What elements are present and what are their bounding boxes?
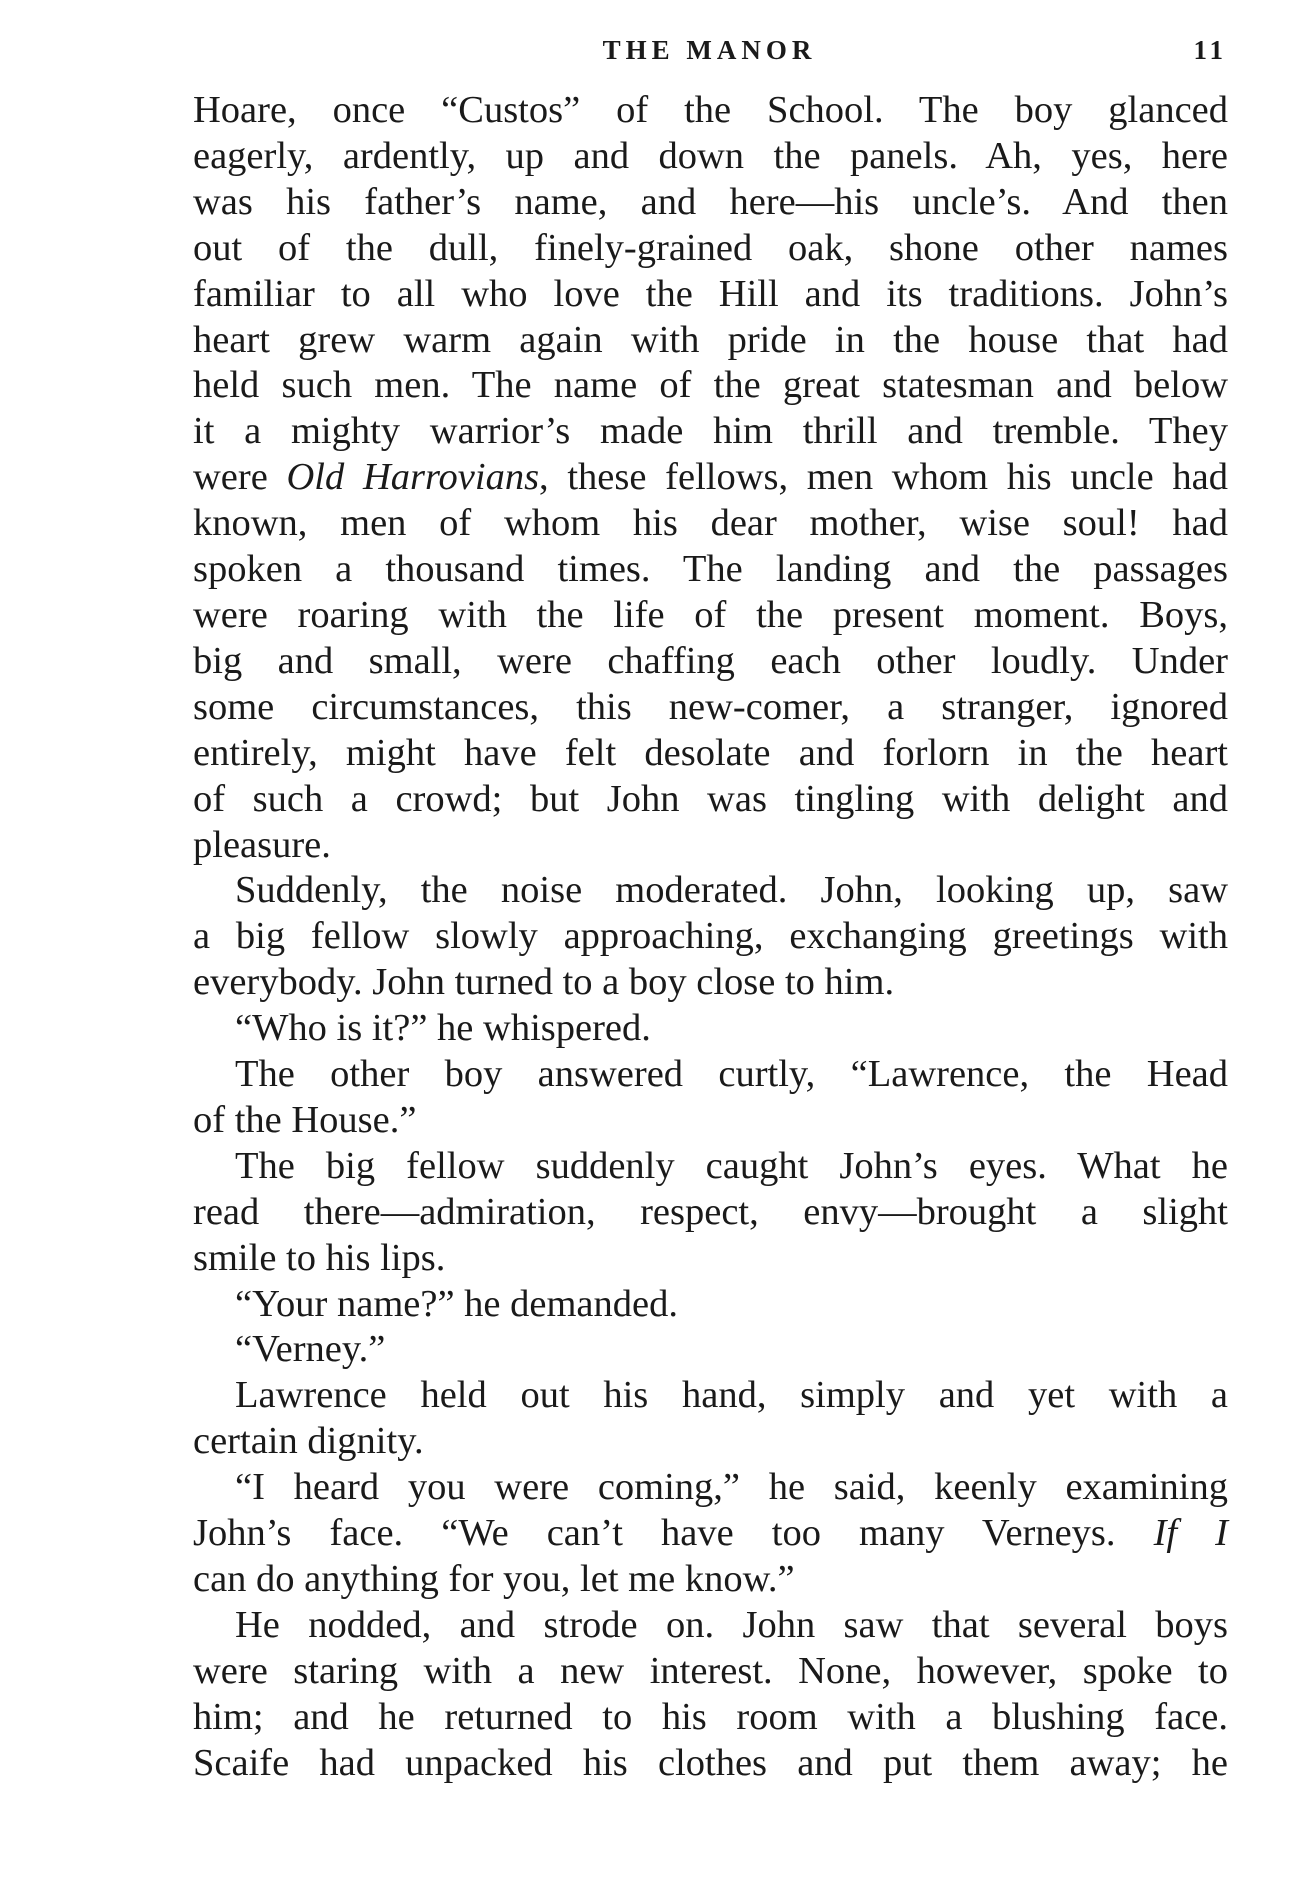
text-line: of such a crowd; but John was tingling with delight and [193, 777, 1228, 820]
text-line: Hoare, once “Custos” of the School. The boy glanced [193, 89, 1228, 131]
text-line: smile to his lips. [193, 1236, 446, 1279]
text-segment: were [193, 456, 287, 499]
text-line: known, men of whom his dear mother, wise soul! had [193, 502, 1228, 545]
text-segment: John’s face. “We can’t have too many Verneys. [193, 1512, 1154, 1555]
text-line: everybody. John turned to a boy close to him. [193, 961, 895, 1004]
text-line: “Your name?” he demanded. [235, 1282, 678, 1325]
text-line: big and small, were chaffing each other loudly. Under [193, 639, 1228, 682]
text-line: out of the dull, finely-grained oak, shone other names [193, 226, 1228, 269]
text-line: of the House.” [193, 1098, 417, 1141]
text-line: was his father’s name, and here—his uncle’s. And then [193, 180, 1228, 223]
text-line: a big fellow slowly approaching, exchanging greetings with [193, 915, 1228, 958]
text-line: Scaife had unpacked his clothes and put them away; he [193, 1741, 1228, 1784]
text-line: heart grew warm again with pride in the house that had [193, 318, 1228, 361]
text-line: held such men. The name of the great statesman and below [193, 364, 1228, 407]
text-line: certain dignity. [193, 1420, 424, 1463]
italic-phrase: Old Harrovians [286, 456, 540, 499]
text-line [193, 455, 1228, 501]
text-line: familiar to all who love the Hill and its traditions. John’s [193, 272, 1228, 315]
text-line: entirely, might have felt desolate and forlorn in the heart [193, 731, 1228, 774]
text-line: Lawrence held out his hand, simply and yet with a [235, 1374, 1228, 1417]
text-line: spoken a thousand times. The landing and the passages [193, 548, 1228, 591]
text-line: eagerly, ardently, up and down the panels. Ah, yes, here [193, 134, 1228, 177]
text-line: “Verney.” [235, 1328, 386, 1371]
text-line: some circumstances, this new-comer, a stranger, ignored [193, 685, 1228, 728]
page-number: 11 [1193, 35, 1227, 65]
text-line: were roaring with the life of the present moment. Boys, [193, 593, 1228, 636]
text-line: The other boy answered curtly, “Lawrence, the Head [235, 1053, 1228, 1096]
body-text [193, 88, 1228, 1787]
text-line: were staring with a new interest. None, however, spoke to [193, 1649, 1228, 1692]
text-line: He nodded, and strode on. John saw that several boys [235, 1603, 1228, 1646]
text-line: “I heard you were coming,” he said, keenly examining [235, 1466, 1228, 1509]
text-line: read there—admiration, respect, envy—brought a slight [193, 1190, 1228, 1233]
running-title: THE MANOR [602, 35, 817, 65]
text-segment: , these fellows, men whom his uncle had [539, 456, 1228, 499]
text-line [193, 1511, 1228, 1557]
text-line: it a mighty warrior’s made him thrill and tremble. They [193, 410, 1228, 453]
text-line: “Who is it?” he whispered. [235, 1007, 651, 1050]
text-line: can do anything for you, let me know.” [193, 1558, 795, 1600]
running-head [192, 30, 1227, 70]
text-line: The big fellow suddenly caught John’s eyes. What he [235, 1144, 1228, 1187]
italic-phrase: If I [1153, 1512, 1229, 1555]
text-line: Suddenly, the noise moderated. John, looking up, saw [235, 869, 1228, 912]
text-line: pleasure. [193, 823, 331, 866]
text-line: him; and he returned to his room with a blushing face. [193, 1695, 1228, 1738]
